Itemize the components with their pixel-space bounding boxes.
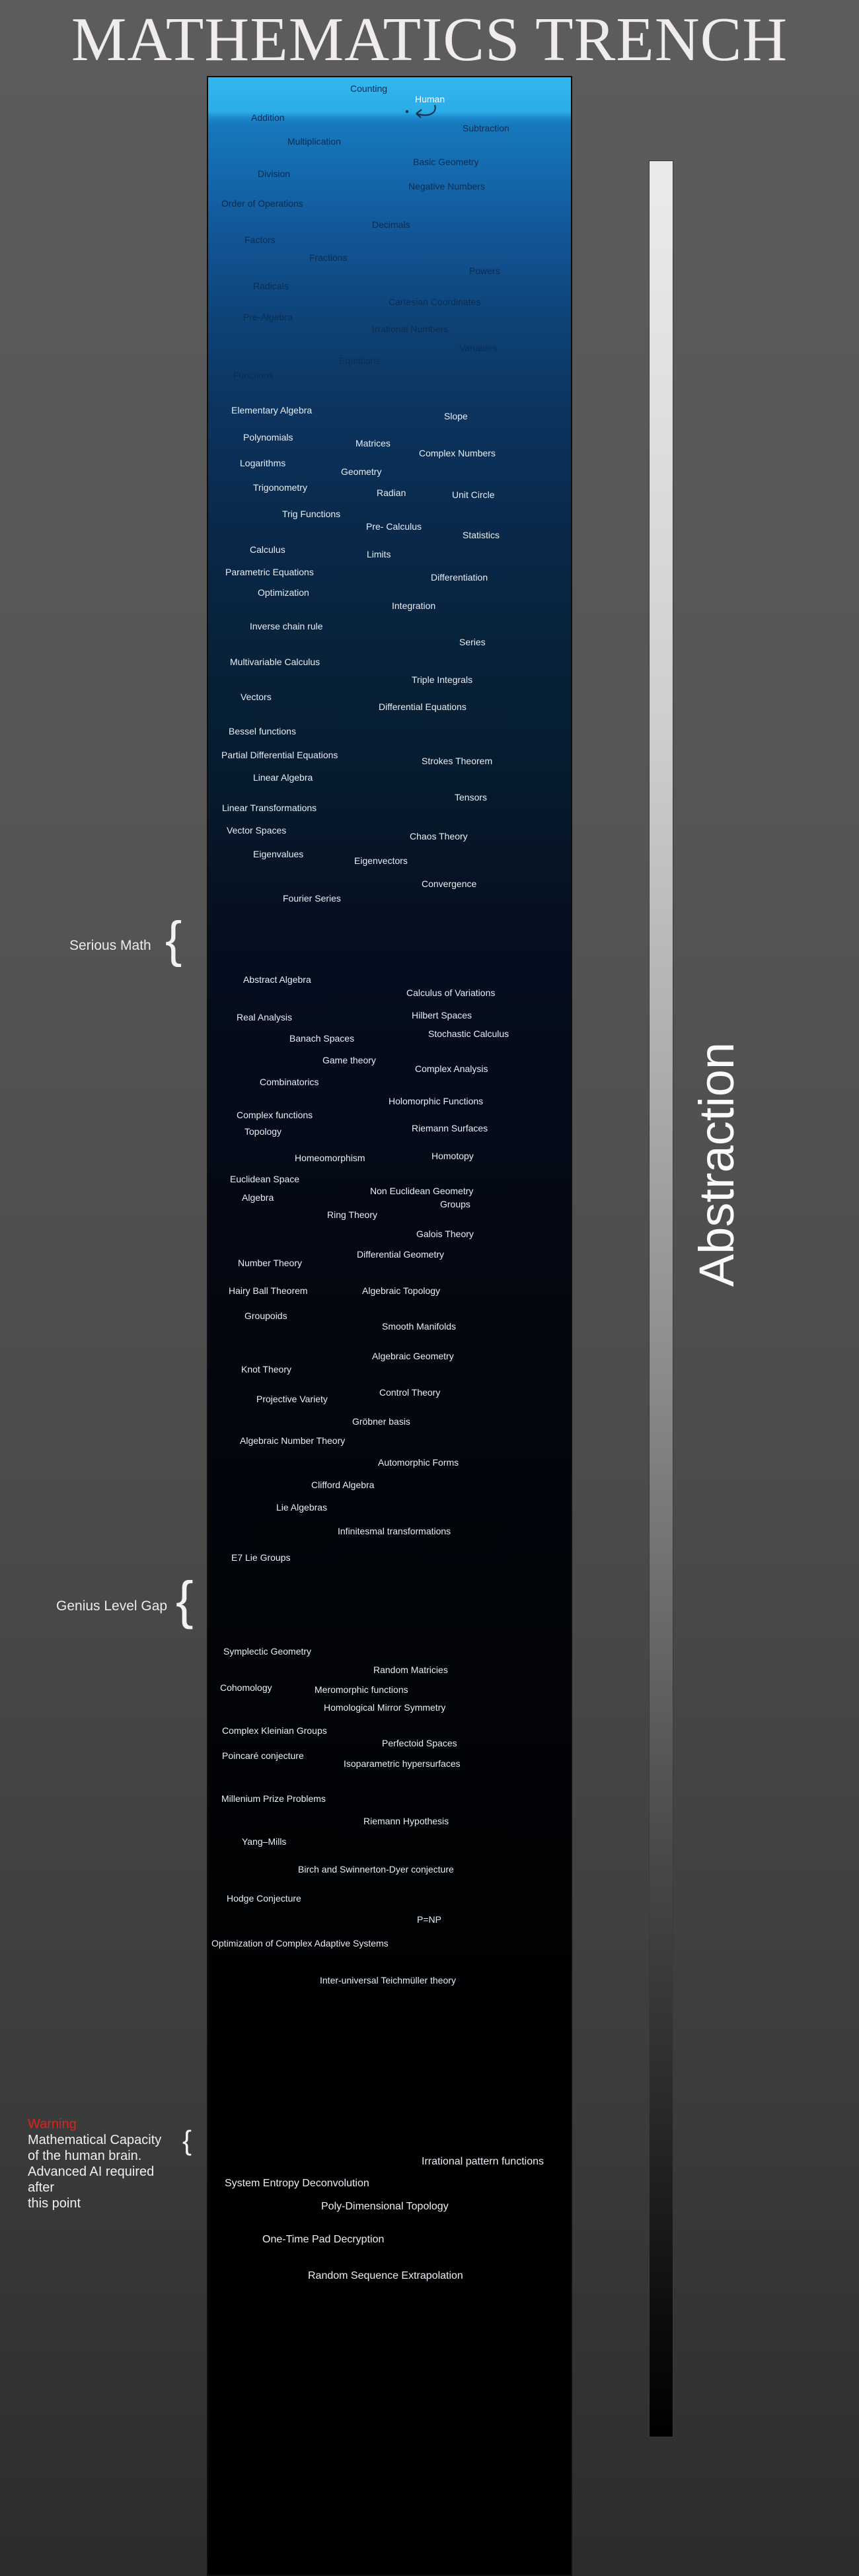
trench-label: Matrices (355, 438, 391, 448)
trench-label: Pre- Calculus (366, 521, 422, 532)
trench-label: Fractions (309, 252, 348, 263)
trench-label: Differential Equations (379, 701, 467, 712)
trench-label: Bessel functions (229, 726, 296, 736)
trench-label: Groups (440, 1199, 470, 1209)
trench-label: Irrational pattern functions (422, 2156, 544, 2167)
abstraction-axis-label: Abstraction (689, 1042, 744, 1287)
trench-label: Fourier Series (283, 893, 341, 904)
trench-label: Riemann Hypothesis (363, 1816, 449, 1826)
trench-label: Non Euclidean Geometry (370, 1186, 474, 1196)
trench-label: Euclidean Space (230, 1174, 300, 1184)
trench-label: Slope (444, 411, 468, 421)
surface-dot-icon (406, 110, 408, 113)
trench-label: Ring Theory (327, 1209, 378, 1220)
trench-label: Powers (469, 266, 500, 276)
trench-label: Cartesian Coordinates (389, 297, 481, 307)
warning-line: Mathematical Capacity (28, 2133, 162, 2147)
trench-label: One-Time Pad Decryption (262, 2234, 385, 2245)
trench-label: Algebra (242, 1192, 274, 1203)
trench-label: Linear Transformations (222, 803, 317, 813)
trench-label: Control Theory (379, 1387, 441, 1398)
page-title: MATHEMATICS TRENCH (71, 5, 788, 74)
trench-label: Variables (459, 343, 498, 353)
trench-label: Tensors (455, 792, 488, 803)
trench-label: Inverse chain rule (250, 621, 323, 631)
trench-label: Triple Integrals (412, 674, 473, 685)
trench-label: Linear Algebra (253, 772, 313, 783)
trench-label: Irrational Numbers (372, 324, 449, 334)
trench-label: Symplectic Geometry (223, 1646, 312, 1657)
trench-label: System Entropy Deconvolution (225, 2178, 369, 2189)
trench-label: Multiplication (287, 136, 341, 147)
trench-label: Poly-Dimensional Topology (321, 2201, 449, 2212)
trench-label: Birch and Swinnerton-Dyer conjecture (298, 1864, 454, 1875)
trench-label: Vector Spaces (227, 825, 287, 836)
trench-label: Multivariable Calculus (230, 657, 320, 667)
trench-label: Inter-universal Teichmüller theory (320, 1975, 456, 1986)
warning-line: this point (28, 2196, 81, 2211)
trench-label: Clifford Algebra (311, 1480, 375, 1490)
trench-label: Integration (392, 600, 436, 611)
trench-label: Hairy Ball Theorem (229, 1285, 308, 1296)
trench-label: Perfectoid Spaces (382, 1738, 457, 1748)
trench-label: Elementary Algebra (231, 405, 313, 415)
trench-label: Calculus (250, 544, 285, 555)
trench-label: Random Matricies (373, 1664, 448, 1675)
trench-label: Abstract Algebra (243, 974, 311, 985)
trench-label: Equations (339, 355, 381, 366)
human-marker-label: Human (415, 94, 445, 104)
genius-gap-brace-icon: { (176, 1571, 194, 1629)
trench-label: Series (459, 637, 486, 647)
trench-label: Smooth Manifolds (382, 1321, 457, 1332)
trench-label: Number Theory (238, 1258, 303, 1268)
trench-label: Optimization (258, 587, 309, 598)
curved-arrow-left-icon (399, 103, 440, 122)
trench-label: Unit Circle (452, 489, 495, 500)
warning-brace-icon: { (182, 2125, 192, 2156)
abstraction-gradient-bar (649, 161, 673, 2437)
trench-label: Banach Spaces (289, 1033, 355, 1044)
trench-label: Gröbner basis (352, 1416, 410, 1427)
trench-label: Vectors (241, 692, 272, 702)
trench-label: Homotopy (431, 1151, 474, 1161)
warning-line: of the human brain. (28, 2149, 142, 2163)
trench-label: Topology (244, 1126, 282, 1137)
warning-line: Advanced AI required after (28, 2165, 155, 2195)
trench-label: P=NP (417, 1914, 441, 1925)
trench-label: Holomorphic Functions (389, 1096, 484, 1106)
trench-label: Lie Algebras (276, 1502, 328, 1513)
trench-label: Statistics (463, 530, 500, 540)
trench-label: Meromorphic functions (315, 1684, 408, 1695)
trench-label: Millenium Prize Problems (221, 1793, 326, 1804)
trench-label: Groupoids (244, 1310, 287, 1321)
trench-label: Polynomials (243, 432, 293, 443)
warning-annotation (28, 2116, 180, 2211)
trench-label: Trig Functions (282, 509, 341, 519)
trench-label: Addition (251, 112, 285, 123)
trench-label: Decimals (372, 219, 410, 230)
trench-label: Pre-Algebra (243, 312, 293, 322)
trench-label: Convergence (422, 878, 477, 889)
trench-label: Real Analysis (237, 1012, 293, 1022)
trench-label: Homological Mirror Symmetry (324, 1702, 446, 1713)
trench-label: Radian (377, 487, 406, 498)
trench-label: Logarithms (240, 458, 286, 468)
trench-label: Complex Analysis (415, 1063, 488, 1074)
trench-label: Eigenvalues (253, 849, 304, 859)
trench-label: Functions (233, 370, 274, 380)
trench-label: Factors (244, 234, 276, 245)
trench-label: Trigonometry (253, 482, 307, 493)
trench-label: Strokes Theorem (422, 756, 493, 766)
trench-label: Differential Geometry (357, 1249, 445, 1260)
trench-label: Random Sequence Extrapolation (308, 2270, 463, 2281)
trench-label: Stochastic Calculus (428, 1028, 509, 1039)
trench-label: Optimization of Complex Adaptive Systems (211, 1938, 389, 1949)
trench-label: Chaos Theory (410, 831, 468, 841)
trench-label: Parametric Equations (225, 567, 314, 577)
trench-label: Complex Kleinian Groups (222, 1725, 327, 1736)
trench-label: Division (258, 168, 291, 179)
trench-label: Automorphic Forms (378, 1457, 459, 1468)
trench-label: Algebraic Number Theory (240, 1435, 346, 1446)
trench-label: Eigenvectors (354, 855, 408, 866)
trench-label: Algebraic Geometry (372, 1351, 454, 1361)
trench-label: Projective Variety (256, 1394, 328, 1404)
trench-label: Calculus of Variations (406, 987, 496, 998)
warning-title: Warning (28, 2117, 77, 2131)
trench-label: Subtraction (463, 123, 509, 133)
trench-label: Hodge Conjecture (227, 1893, 301, 1904)
trench-label: Differentiation (431, 572, 488, 583)
trench-label: Basic Geometry (413, 157, 479, 167)
trench-label: Infinitesmal transformations (338, 1526, 451, 1536)
trench-label: Counting (350, 83, 388, 94)
trench-label: E7 Lie Groups (231, 1552, 291, 1563)
trench-label: Knot Theory (241, 1364, 292, 1375)
trench-label: Combinatorics (260, 1077, 319, 1087)
trench-label: Algebraic Topology (362, 1285, 441, 1296)
trench-label: Complex Numbers (419, 448, 496, 458)
trench-label: Cohomology (220, 1682, 272, 1693)
trench-label: Radicals (253, 281, 289, 291)
trench-label: Limits (367, 549, 391, 559)
serious-math-annotation: Serious Math (69, 938, 151, 953)
serious-math-brace-icon: { (165, 912, 182, 968)
trench-label: Game theory (322, 1055, 376, 1065)
trench-label: Isoparametric hypersurfaces (344, 1758, 461, 1769)
trench-label: Yang–Mills (242, 1836, 287, 1847)
trench-label: Galois Theory (416, 1229, 474, 1239)
genius-gap-annotation: Genius Level Gap (56, 1598, 168, 1614)
trench-label: Negative Numbers (408, 181, 485, 192)
trench-label: Partial Differential Equations (221, 750, 338, 760)
trench-label: Order of Operations (221, 198, 303, 209)
trench-label: Geometry (341, 466, 382, 477)
trench-label: Hilbert Spaces (412, 1010, 472, 1020)
trench-label: Homeomorphism (295, 1153, 365, 1163)
trench-label: Riemann Surfaces (412, 1123, 488, 1133)
trench-label: Complex functions (237, 1110, 313, 1120)
trench-label: Poincaré conjecture (222, 1750, 304, 1761)
